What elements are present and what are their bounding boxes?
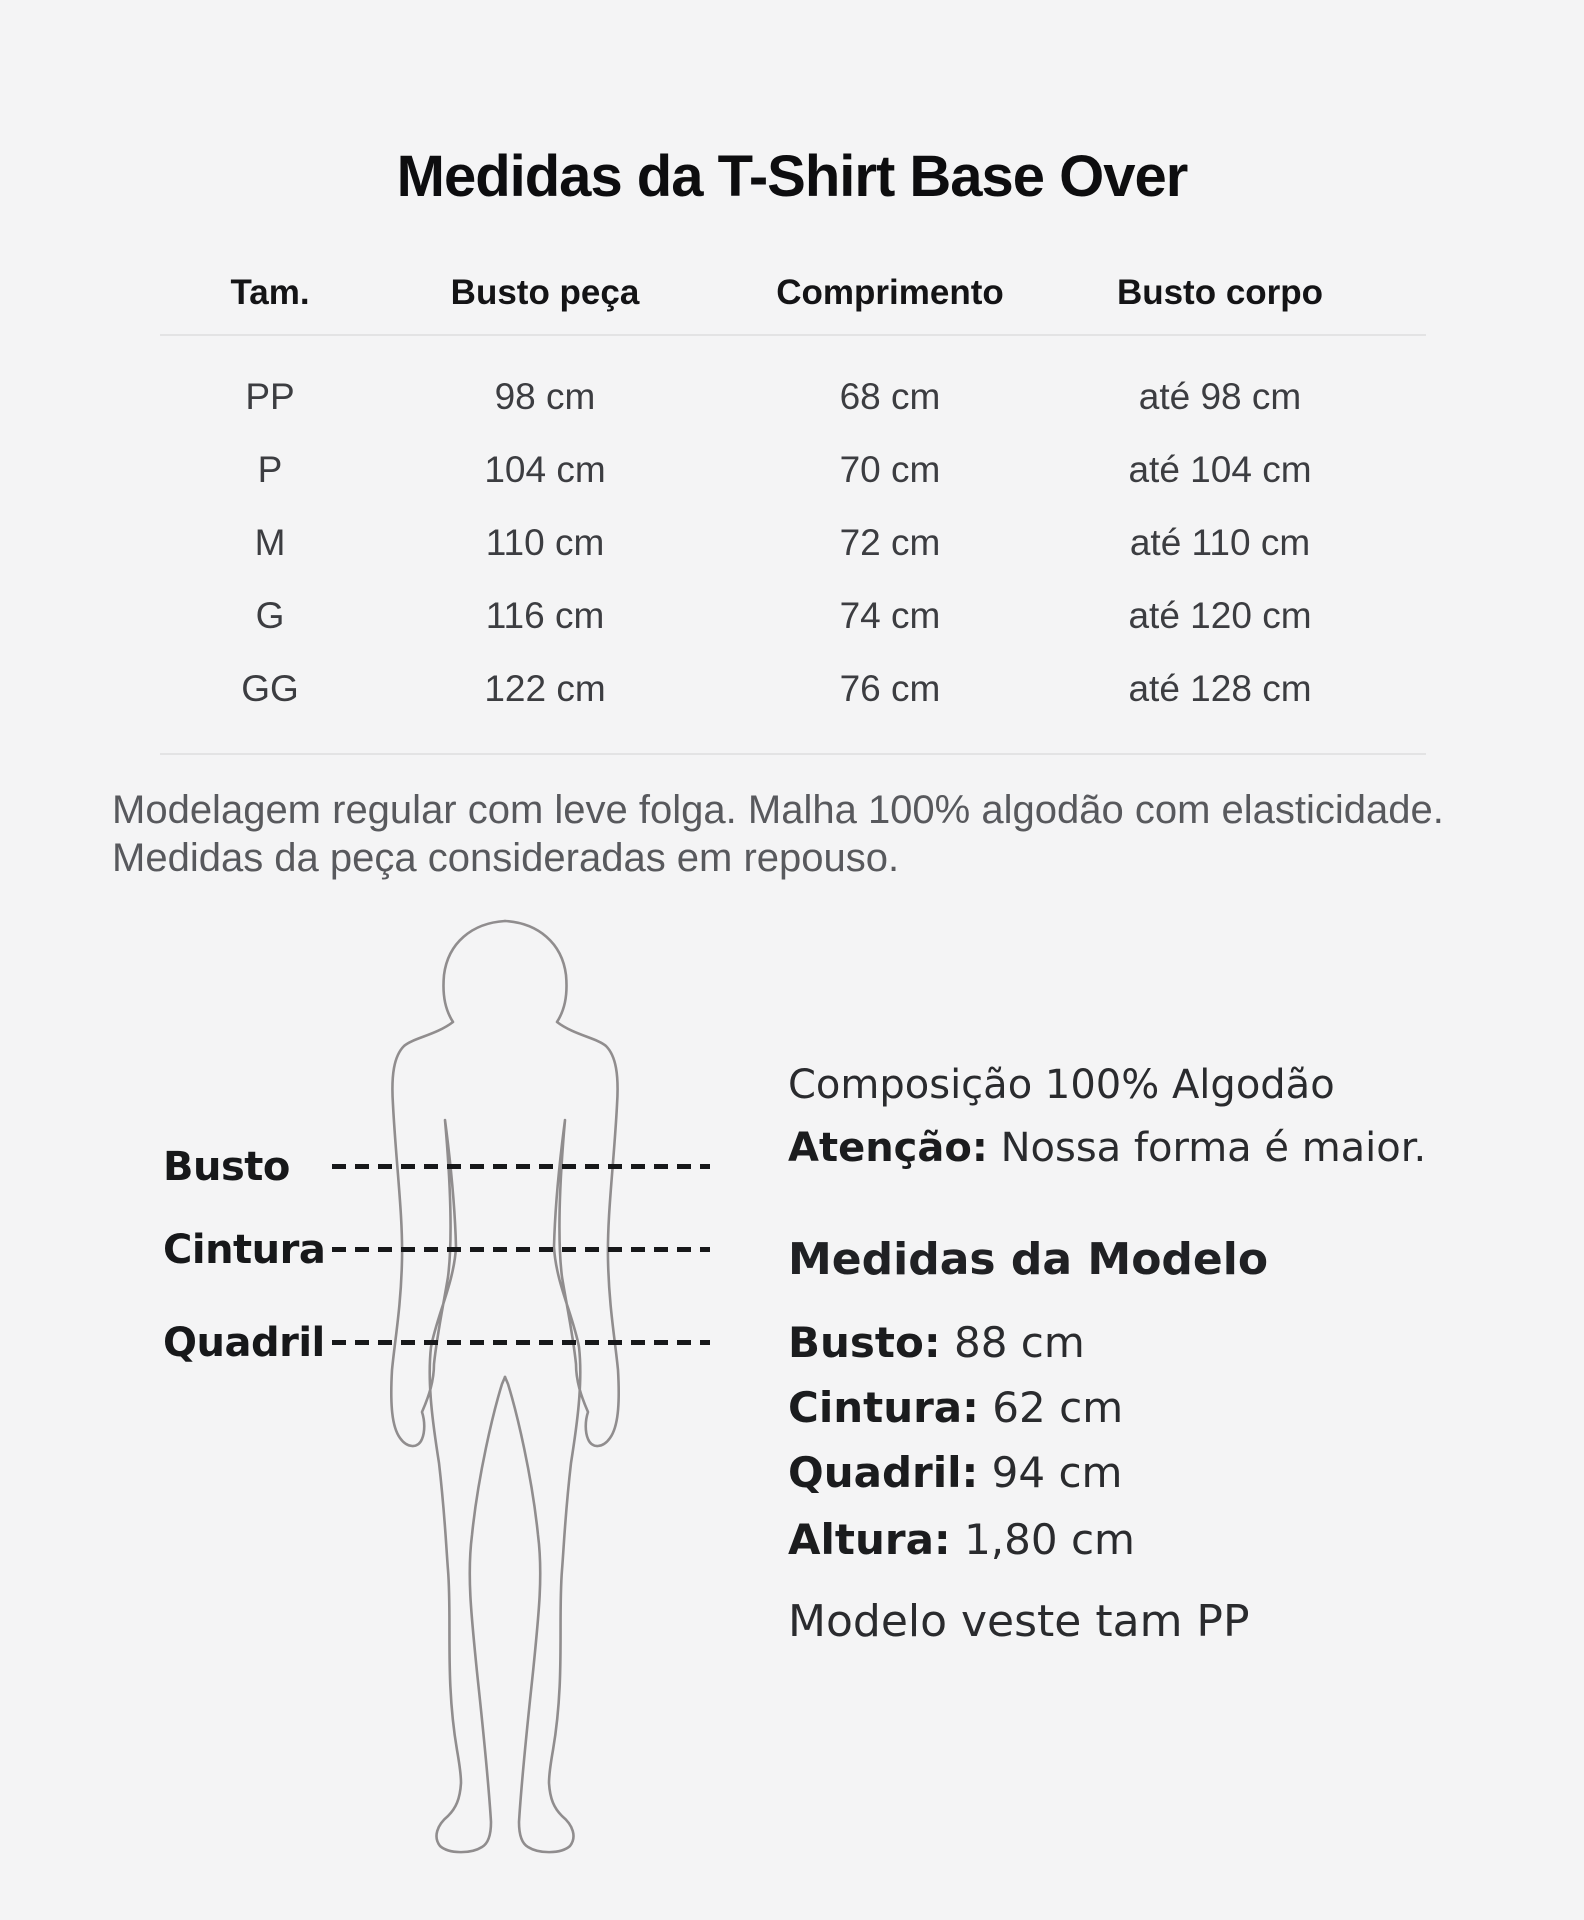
col-header-tam: Tam.: [230, 273, 310, 312]
cell-busto-corpo: até 104 cm: [1128, 448, 1312, 490]
model-measure-quadril: [788, 1448, 1122, 1498]
measure-value: 88 cm: [940, 1318, 1085, 1367]
model-measure-altura: [788, 1515, 1135, 1565]
model-wears-size-text: Modelo veste tam PP: [788, 1596, 1250, 1647]
cintura-measure-dash-line: [332, 1247, 710, 1252]
table-row: [160, 652, 1426, 725]
table-row: [160, 506, 1426, 579]
figure-label-quadril: Quadril: [163, 1320, 325, 1366]
measure-label: Cintura:: [788, 1383, 979, 1432]
cell-comprimento: 72 cm: [839, 521, 941, 563]
attention-label: Atenção:: [788, 1125, 988, 1171]
cell-comprimento: 68 cm: [839, 375, 941, 417]
cell-busto-peca: 98 cm: [494, 375, 596, 417]
cell-busto-peca: 116 cm: [485, 594, 605, 636]
cell-size: PP: [245, 375, 295, 417]
composition-text: Composição 100% Algodão: [788, 1062, 1335, 1108]
cell-comprimento: 76 cm: [839, 667, 941, 709]
cell-busto-peca: 110 cm: [485, 521, 605, 563]
measure-value: 1,80 cm: [950, 1515, 1135, 1564]
cell-busto-corpo: até 120 cm: [1128, 594, 1312, 636]
cell-size: P: [257, 448, 283, 490]
size-table: [160, 252, 1426, 755]
fit-description: [112, 786, 1492, 882]
cell-size: G: [255, 594, 285, 636]
cell-size: GG: [241, 667, 299, 709]
model-measure-busto: [788, 1318, 1085, 1368]
col-header-busto-peca: Busto peça: [450, 273, 640, 312]
measure-label: Quadril:: [788, 1448, 979, 1497]
cell-busto-corpo: até 128 cm: [1128, 667, 1312, 709]
col-header-busto-corpo: Busto corpo: [1116, 273, 1324, 312]
page-title: Medidas da T-Shirt Base Over: [396, 143, 1188, 209]
fit-description-line1: Modelagem regular com leve folga. Malha 100% algodão com elasticidade.: [112, 788, 1444, 832]
cell-comprimento: 70 cm: [839, 448, 941, 490]
cell-size: M: [254, 521, 286, 563]
table-row: [160, 360, 1426, 433]
table-row: [160, 579, 1426, 652]
measure-value: 94 cm: [978, 1448, 1123, 1497]
table-row: [160, 433, 1426, 506]
body-silhouette-figure: [360, 915, 650, 1860]
quadril-measure-dash-line: [332, 1340, 710, 1345]
cell-busto-peca: 122 cm: [484, 667, 606, 709]
size-table-header-row: [160, 252, 1426, 336]
measure-label: Altura:: [788, 1515, 951, 1564]
cell-busto-peca: 104 cm: [484, 448, 606, 490]
busto-measure-dash-line: [332, 1164, 710, 1169]
cell-busto-corpo: até 98 cm: [1138, 375, 1302, 417]
model-measure-cintura: [788, 1383, 1123, 1433]
fit-description-line2: Medidas da peça consideradas em repouso.: [112, 836, 900, 880]
attention-note: [788, 1124, 1426, 1172]
figure-label-cintura: Cintura: [163, 1227, 326, 1273]
size-table-body: [160, 336, 1426, 755]
figure-label-busto: Busto: [163, 1144, 290, 1190]
model-measurements-heading: Medidas da Modelo: [788, 1234, 1269, 1285]
cell-busto-corpo: até 110 cm: [1129, 521, 1311, 563]
cell-comprimento: 74 cm: [839, 594, 941, 636]
col-header-comprimento: Comprimento: [776, 273, 1004, 312]
measure-label: Busto:: [788, 1318, 941, 1367]
attention-text: Nossa forma é maior.: [987, 1125, 1427, 1171]
measure-value: 62 cm: [978, 1383, 1124, 1432]
